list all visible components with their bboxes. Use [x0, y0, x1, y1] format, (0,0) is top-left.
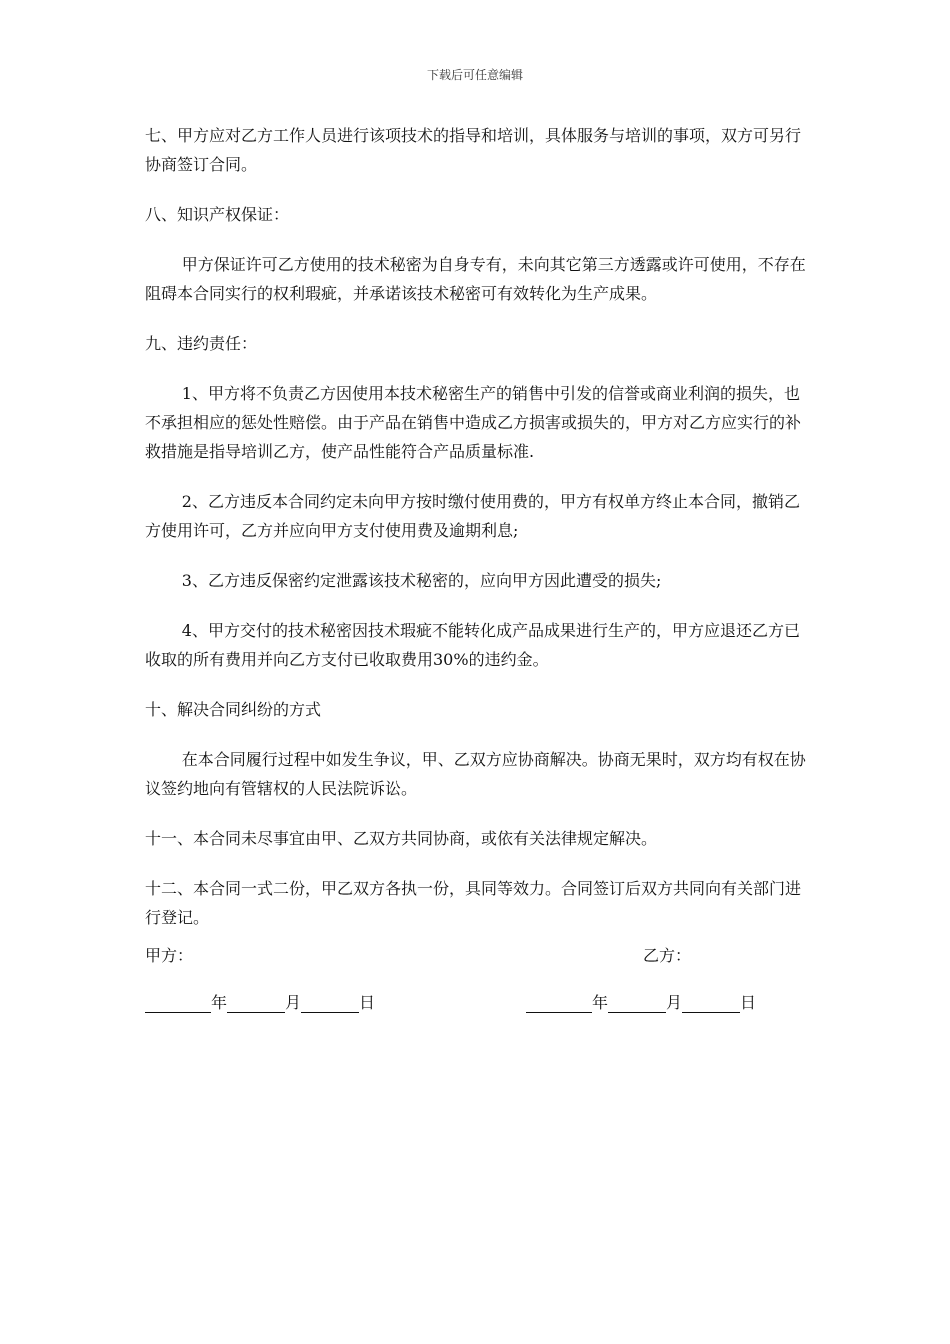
year-blank — [145, 994, 211, 1013]
clause-9-item-1: 1、甲方将不负责乙方因使用本技术秘密生产的销售中引发的信誉或商业利润的损失，也不承担相应的惩处性赔偿。由于产品在销售中造成乙方损害或损失的，甲方对乙方应实行的补救措施是指导培训乙方，使产品性能符合产品质量标准. — [145, 384, 802, 461]
clause-10-text: 在本合同履行过程中如发生争议，甲、乙双方应协商解决。协商无果时，双方均有权在协议签约地向有管辖权的人民法院诉讼。 — [145, 750, 806, 798]
party-a-date — [145, 990, 375, 1013]
clause-9-item-4: 4、甲方交付的技术秘密因技术瑕疵不能转化成产品成果进行生产的，甲方应退还乙方已收取的所有费用并向乙方支付已收取费用30%的违约金。 — [145, 621, 800, 669]
clause-11: 十一、本合同未尽事宜由甲、乙双方共同协商，或依有关法律规定解决。 — [145, 829, 658, 848]
month-blank — [608, 994, 666, 1013]
clause-12: 十二、本合同一式二份，甲乙双方各执一份，具同等效力。合同签订后双方共同向有关部门进行登记。 — [145, 879, 802, 927]
day-label: 日 — [359, 993, 376, 1012]
party-a-label: 甲方： — [145, 946, 194, 965]
party-b-label: 乙方： — [643, 946, 692, 965]
clause-9-item-3: 3、乙方违反保密约定泄露该技术秘密的，应向甲方因此遭受的损失; — [181, 571, 662, 590]
page-header-note: 下载后可任意编辑 — [426, 68, 523, 82]
year-blank — [526, 994, 592, 1013]
party-b-date — [526, 990, 756, 1013]
month-blank — [227, 994, 285, 1013]
clause-10-heading: 十、解决合同纠纷的方式 — [145, 700, 322, 719]
year-label: 年 — [592, 993, 609, 1012]
day-blank — [301, 994, 359, 1013]
clause-8-text: 甲方保证许可乙方使用的技术秘密为自身专有，未向其它第三方透露或许可使用，不存在阻碍本合同实行的权利瑕疵，并承诺该技术秘密可有效转化为生产成果。 — [145, 255, 806, 303]
month-label: 月 — [285, 993, 302, 1012]
month-label: 月 — [666, 993, 683, 1012]
contract-body — [145, 121, 807, 953]
clause-7: 七、甲方应对乙方工作人员进行该项技术的指导和培训，具体服务与培训的事项，双方可另行协商签订合同。 — [145, 126, 802, 174]
clause-9-heading: 九、违约责任： — [145, 334, 258, 353]
clause-9-item-2: 2、乙方违反本合同约定未向甲方按时缴付使用费的，甲方有权单方终止本合同，撤销乙方使用许可，乙方并应向甲方支付使用费及逾期利息; — [145, 492, 800, 540]
day-blank — [682, 994, 740, 1013]
year-label: 年 — [211, 993, 228, 1012]
clause-8-heading: 八、知识产权保证： — [145, 205, 290, 224]
day-label: 日 — [740, 993, 757, 1012]
